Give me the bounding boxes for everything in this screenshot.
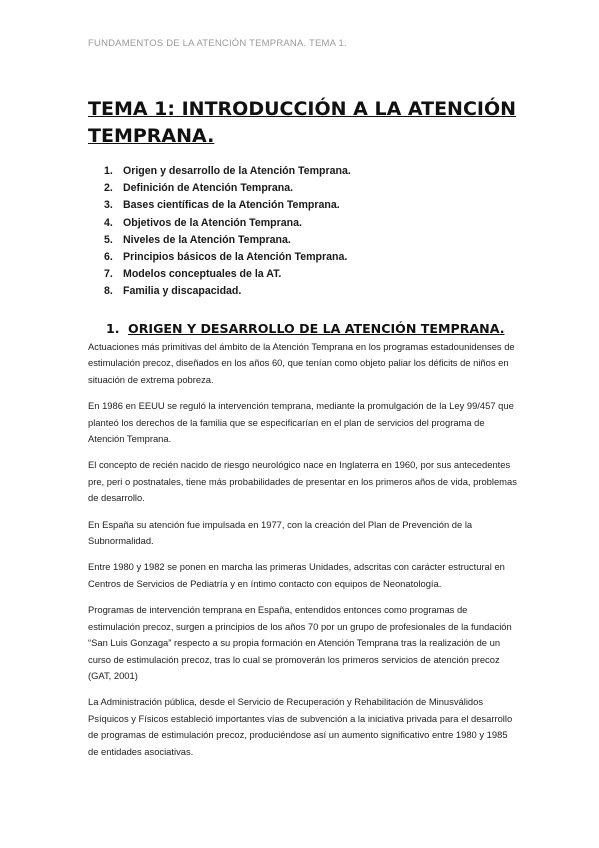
toc-item-label: Modelos conceptuales de la AT. (123, 268, 282, 281)
toc-item (104, 163, 351, 180)
toc-item-number: 1. (104, 165, 113, 177)
page-title: TEMA 1: INTRODUCCIÓN A LA ATENCIÓN TEMPRANA. (88, 98, 517, 147)
toc-item (104, 249, 351, 266)
section-number: 1. (106, 321, 120, 336)
running-header: FUNDAMENTOS DE LA ATENCIÓN TEMPRANA. TEMA 1. (88, 38, 347, 49)
section-body (88, 339, 518, 770)
section-heading (106, 321, 504, 336)
body-paragraph: En España su atención fue impulsada en 1977, con la creación del Plan de Prevención de la Subnormalidad. (88, 518, 473, 547)
body-paragraph: La Administración pública, desde el Servicio de Recuperación y Rehabilitación de Minusválidos Psíquicos y Físicos estableció importantes vías de subvención a la iniciativa privada para el desarrollo de programas de estimulación precoz, produciéndose así un aumento significativo entre 1980 y 1985 de entidades asociativas. (88, 696, 513, 757)
toc-item-label: Origen y desarrollo de la Atención Temprana. (123, 165, 351, 177)
section-heading-text: ORIGEN Y DESARROLLO DE LA ATENCIÓN TEMPRANA. (128, 321, 505, 336)
toc-item (104, 180, 351, 197)
toc-item (104, 197, 351, 214)
body-paragraph: Entre 1980 y 1982 se ponen en marcha las primeras Unidades, adscritas con carácter estructural en Centros de Servicios de Pediatría y en íntimo contacto con equipos de Neonatología. (88, 561, 505, 589)
toc-item-label: Definición de Atención Temprana. (123, 182, 294, 195)
toc-item-number: 3. (104, 199, 113, 212)
toc-item-number: 2. (104, 182, 113, 195)
toc-item (104, 266, 351, 283)
toc-item (104, 232, 351, 249)
toc-item-number: 8. (104, 285, 113, 298)
toc-item-label: Principios básicos de la Atención Temprana. (123, 250, 348, 263)
toc-item-number: 6. (104, 250, 113, 263)
toc-item-number: 4. (104, 216, 113, 229)
toc-item-number: 5. (104, 233, 113, 246)
toc-item-label: Bases científicas de la Atención Temprana. (123, 199, 340, 212)
toc-item-label: Familia y discapacidad. (123, 285, 242, 298)
table-of-contents (104, 163, 351, 301)
toc-item-label: Niveles de la Atención Temprana. (123, 233, 291, 246)
body-paragraph: Programas de intervención temprana en España, entendidos entonces como programas de estimulación precoz, surgen a principios de los años 70 por un grupo de profesionales de la fundación “San Luis Gonzaga” respecto a su propia formación en Atención Temprana tras la realización de un curso de estimulación precoz, tras lo cual se promoverán los primeros servicios de atención precoz (GAT, 2001) (88, 604, 512, 681)
body-paragraph: Actuaciones más primitivas del ámbito de la Atención Temprana en los programas estadounidenses de estimulación precoz, diseñados en los años 60, que tenían como objeto paliar los déficits de niños en situación de extrema pobreza. (88, 341, 515, 385)
body-paragraph: El concepto de recién nacido de riesgo neurológico nace en Inglaterra en 1960, por sus antecedentes pre, peri o postnatales, tiene más probabilidades de presentar en los primeros años de vida, problemas de desarrollo. (88, 459, 517, 504)
toc-item-label: Objetivos de la Atención Temprana. (123, 216, 302, 229)
body-paragraph: En 1986 en EEUU se reguló la intervención temprana, mediante la promulgación de la Ley 99/457 que planteó los derechos de la familia que se especificarían en el plan de servicios del programa de Atención Temprana. (88, 400, 514, 445)
toc-item (104, 215, 351, 232)
toc-item (104, 283, 351, 300)
toc-item-number: 7. (104, 268, 113, 281)
